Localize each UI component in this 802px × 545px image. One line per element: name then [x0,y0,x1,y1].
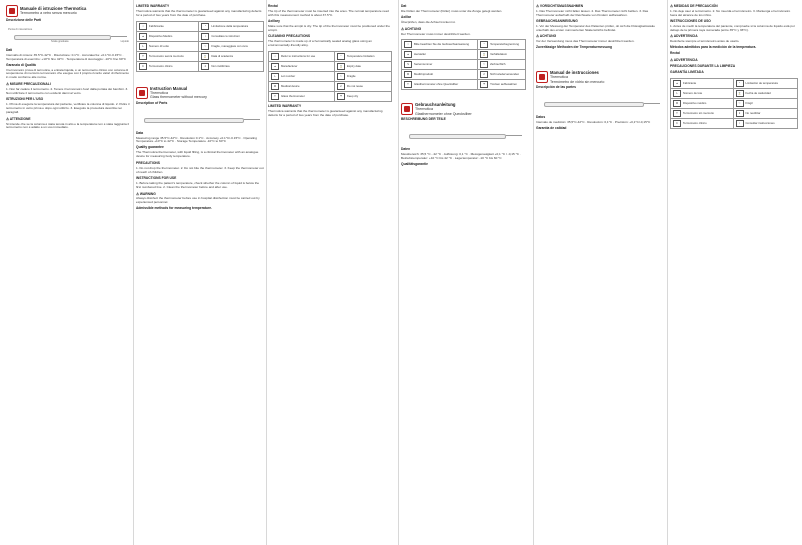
panel-english: Rectal The tip of the thermometer must be inserted into the anus. The normal temperature read with this measurement method is about 37.5°C. Axillary Make sure that the armpit is dry. The tip of the thermometer must be positioned under the armpit. CLEANING PRECAUTIONS The thermometer is made up of a hermetically sealed analog glass using an environmentally-friendly alloy. i Refer to instructions for use ° Temperature limitation ▲ Manufacturer ⌛ Expiry date L Lot number ♡ Fragile M Medical device 2 Do not reuse T Glass thermometer ☂ Keep dry LIMITED WARRANTY Thermotica warrants that the thermometer is guaranteed against any manufacturing defects for a period of two years from the date of purchase. [268,0,392,545]
symbols-table: ▲ Fabricante ° Limitación de temperatura L Número de lote ⌛ Fecha de caducidad M Dispositivo médico ♡ Frágil T Termómetro sin mercurio 2 No reutilizar C Termómetro clínico i Consultar instrucciones [670,78,798,129]
symbols-table: i Bitte beachten Sie die Gebrauchsanweisung ° Temperaturbegrenzung ▲ Hersteller ⌛ Verfallsdatum S Seriennummer ♡ Zerbrechlich M Medizinprodukt 2 Nicht wiederverwenden T Glasthermometer ohne Quecksilber ☂ Trocken aufbewahren [401,39,526,90]
thermometer-diagram [536,94,664,112]
thermotica-logo-icon [536,71,548,83]
thermometer-diagram [401,126,526,144]
thermotica-logo-icon [6,5,18,17]
thermotica-logo-icon [401,103,413,115]
thermotica-logo-icon [136,87,148,99]
warning-triangle-icon: ⚠ [6,116,9,121]
panel-german-spanish: ⚠ VORSICHTSMASSNAHMEN 1. Das Thermometer nicht fallen lassen. 2. Das Thermometer nicht beißen. 3. Das Thermometer außerhalb der Reichweite von Kindern aufbewahren. GEBRAUCHSANWEISUNG 1. Vor der Messung der Temperatur des Patienten prüfen, ob sich die Flüssigkeitssäule unterhalb des ersten nummerierten Skalenstrichs befindet. ⚠ ACHTUNG Vor der Verwendung muss das Thermometer immer desinfiziert werden. Zuverlässige Methoden der Temperaturmessung Manual de instrucciones Thermotica Termómetro de vidrio sin mercurio Descripción de las partes Datos Intervalo de medición: 35,5°C-42°C · Resolución: 0,1°C · Precisión: +0,1°C/-0,15°C Garantía de calidad [536,0,664,545]
symbols-table: i Fabbricante ° Limitazione della temperatura ▲ Dispositivo Medico i Consultare le istruzioni L Numero di Lotto ♡ Fragile, maneggiare con cura T Termometro senza mercurio ⌛ Data di scadenza C Termometro clinico 2 Non riutilizzare [136,21,264,72]
symbols-table: i Refer to instructions for use ° Temperature limitation ▲ Manufacturer ⌛ Expiry date L Lot number ♡ Fragile M Medical device 2 Do not reuse T Glass thermometer ☂ Keep dry [268,51,392,102]
manual-subtitle: Termometro a vetro senza mercurio [20,11,77,16]
warning-triangle-icon: ⚠ [670,34,673,39]
parts-heading: Descrizione delle Parti [6,18,42,22]
warning-triangle-icon: ⚠ [670,4,673,8]
panel-italian: Manuale di istruzione Thermotica Termometro a vetro senza mercurio Descrizione delle Parti Punta di misurazione Scala graduata Liquido Dati Intervallo di misura: 35.5°C-42°C · Risoluzione: 0.1°C · Accuratezza: +0.1°C/-0.15°C · Temperatura di esercizio: +10°C fino 42°C · Temperatura di stoccaggio: -10°C fino 60°C Garanzia di Qualità Il termometro prova di termotica, a entrata liquida, è un termometro clinico con colonna di sospensione di mercurio termometro che esegue con il proprio ricordo valori di riferimento in modo conforme alle norme. ⚠ MISURE PRECAUZIONALI 1. Non far cadere il termometro. 2. Tenere il termometro fuori dalla portata dei bambini. 3. Non utilizzare il termometro con evidenti danni al vetro. ISTRUZIONI PER L'USO 1. Prima di eseguire la temperatura del paziente, verificare la colonna di liquido. 2. Pulire il termometro in vetro prima e dopo ogni utilizzo. 3. Eseguire la procedura descritta nei paragrafi. ⚠ ATTENZIONE Si intende che se la colonna è stata tenuta in alto e la temperatura non è stata raggiunta il termometro non è adatto a un uso immediato. [6,6,130,130]
warning-triangle-icon: ⚠ [536,4,539,8]
panel-symbols-italian: LIMITED WARRANTY Thermotica warrants that the thermometer is guaranteed against any manufacturing defects for a period of two years from the date of purchase. i Fabbricante ° Limitazione della temperatura ▲ Dispositivo Medico i Consultare le istruzioni L Numero di Lotto ♡ Fragile, maneggiare con cura T Termometro senza mercurio ⌛ Data di scadenza C Termometro clinico 2 Non riutilizzare Instruction Manual Thermotica Glass thermometer without mercury Description of Parts Data Measuring range 35.5°C-42°C · Resolution 0.1°C · Accuracy +0.1°C/-0.15°C · Operating Temperature +10°C to 42°C · Storage Temperature -10°C to 60°C Quality guarantee The Thermotica thermometer, with liquid filling, is a clinical thermometer with an analogue device for measuring body temperature. PRECAUTIONS 1. Do not drop the thermometer. 2. Do not bite the thermometer. 3. Keep the thermometer out of reach of children. INSTRUCTIONS FOR USE 1. Before taking the patient's temperature, check whether the column of liquid is below the first numbered line. 2. Clean the thermometer before and after use. ⚠ WARNING Always disinfect the thermometer before use in hospital disinfection must be carried out by experienced personnel. Admissible methods for measuring temperature. [136,4,264,211]
warning-triangle-icon: ⚠ [670,58,673,63]
panel-spanish: ⚠ MEDIDAS DE PRECAUCIÓN 1. No deje caer el termómetro. 2. No muerda el termómetro. 3. Mantenga el termómetro fuera del alcance de los niños. INSTRUCCIONES DE USO 1. Antes de medir la temperatura del paciente, compruebe si la columna de líquido está por debajo de la primera raya numerada (entre 35°C y 36°C). ⚠ ADVERTENCIA Desinfecte siempre el termómetro antes de usarlo. Métodos admitidos para la medición de la temperatura. Rectal ⚠ ADVERTENCIA PRECAUCIONES DURANTE LA LIMPIEZA GARANTÍA LIMITADA ▲ Fabricante ° Limitación de temperatura L Número de lote ⌛ Fecha de caducidad M Dispositivo médico ♡ Frágil T Termómetro sin mercurio 2 No reutilizar C Termómetro clínico i Consultar instrucciones [670,0,798,545]
thermometer-diagram [136,110,264,128]
panel-german: Dat Die Füllen der Thermometer (Füller) muss unter die Zunge gelegt werden. Axillar Überprüfen, dass die Achsel trocken ist. ⚠ ACHTUNG Der Thermometer muss immer desinfiziert werden. i Bitte beachten Sie die Gebrauchsanweisung ° Temperaturbegrenzung ▲ Hersteller ⌛ Verfallsdatum S Seriennummer ♡ Zerbrechlich M Medizinprodukt 2 Nicht wiederverwenden T Glasthermometer ohne Quecksilber ☂ Trocken aufbewahren Gebrauchsanleitung Thermotica Glasthermometer ohne Quecksilber BESCHREIBUNG DER TEILE Daten Messbereich: 35,5 °C - 42 °C · Auflösung: 0,1 °C · Messgenauigkeit +0,1 °C / -0,15 °C · Betriebstemperatur: +10 °C bis 42 °C · Lagertemperatur: -10 °C bis 60 °C Qualitätsgarantie [401,0,526,545]
warning-triangle-icon: ⚠ [136,191,139,196]
manual-title: Manuale di istruzione Thermotica [20,6,87,12]
warning-triangle-icon: ⚠ [401,26,404,31]
thermometer-diagram: Punta di misurazione Scala graduata Liquido [8,27,129,43]
warning-triangle-icon: ⚠ [536,34,539,39]
warning-triangle-icon: ⚠ [6,82,9,87]
